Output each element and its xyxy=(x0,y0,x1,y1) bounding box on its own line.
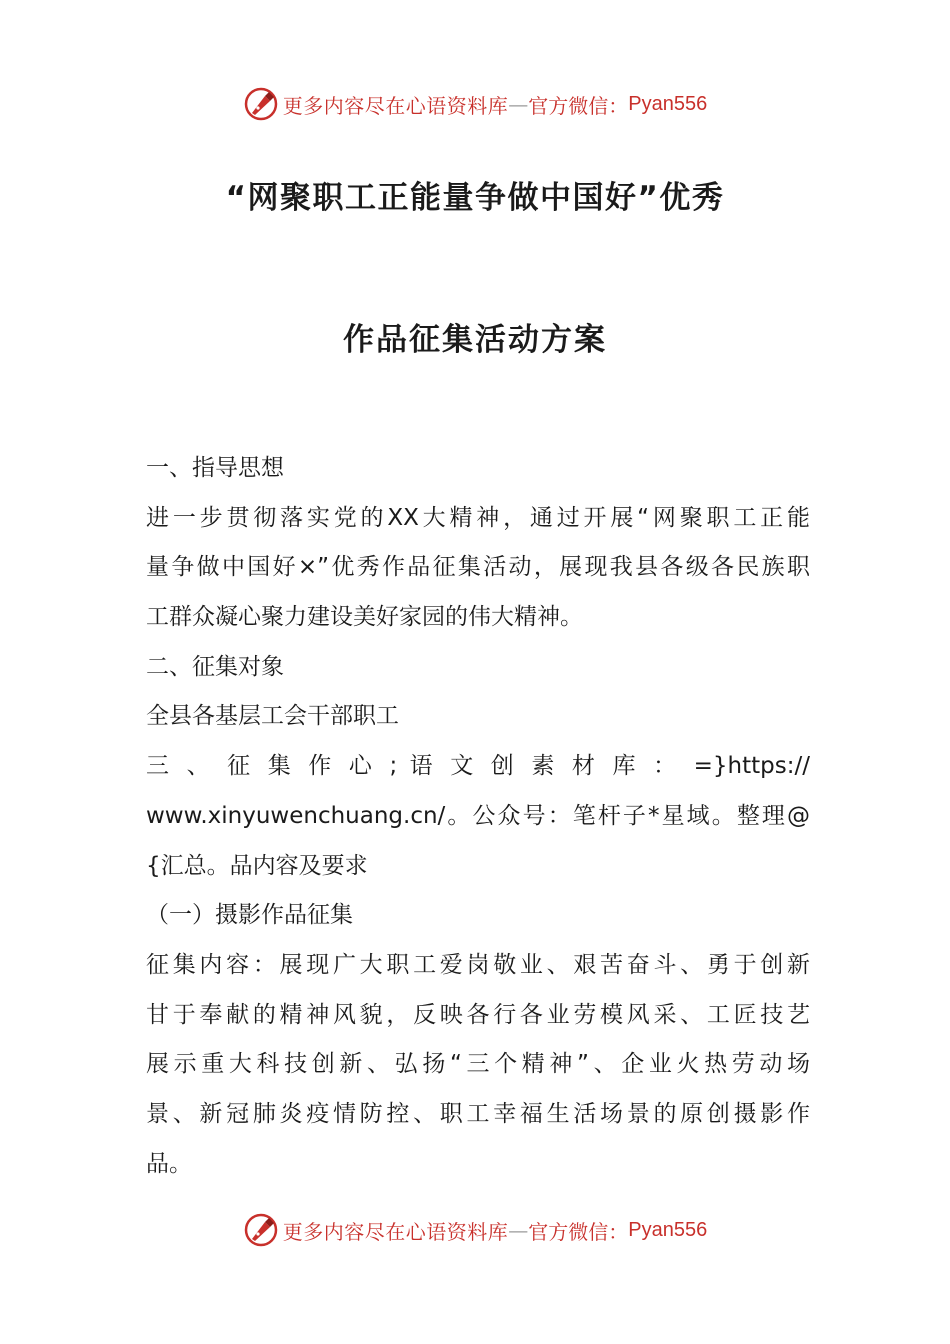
paragraph-line: 展示重大科技创新、弘扬“三个精神”、企业火热劳动场 xyxy=(146,1051,810,1078)
watermark-slogan: 更多内容尽在心语资料库 xyxy=(282,1219,509,1244)
paragraph-line: 征集内容：展现广大职工爱岗敬业、艰苦奋斗、勇于创新 xyxy=(146,951,810,978)
watermark-contact-label: 官方微信： xyxy=(528,1219,629,1244)
section-heading-requirements: 三 、 征 集 作 心 ; 语 文 创 素 材 库 ： =}https:// xyxy=(146,753,810,780)
document-title-line-1: “网聚职工正能量争做中国好”优秀 xyxy=(225,180,725,216)
paragraph-line: 甘于奉献的精神风貌，反映各行各业劳模风采、工匠技艺 xyxy=(146,1001,810,1028)
watermark-slogan: 更多内容尽在心语资料库 xyxy=(282,93,509,118)
watermark-separator: — xyxy=(508,92,529,116)
paragraph-line: www.xinyuwenchuang.cn/。公众号：笔杆子*星域。整理@ xyxy=(146,802,810,829)
watermark-contact-id: Pyan556 xyxy=(628,92,708,115)
pen-nib-logo-icon xyxy=(243,1212,279,1248)
subsection-heading-photo: （一）摄影作品征集 xyxy=(146,902,353,929)
footer-watermark xyxy=(0,1210,950,1250)
document-title-line-2: 作品征集活动方案 xyxy=(343,322,607,358)
document-body xyxy=(146,444,810,1189)
paragraph-line: 进一步贯彻落实党的XX大精神，通过开展“网聚职工正能 xyxy=(146,504,810,531)
watermark-contact-label: 官方微信： xyxy=(528,93,629,118)
section-heading-target: 二、征集对象 xyxy=(146,653,284,680)
paragraph-line: 工群众凝心聚力建设美好家园的伟大精神。 xyxy=(146,604,583,631)
paragraph-line: 量争做中国好×”优秀作品征集活动，展现我县各级各民族职 xyxy=(146,554,810,581)
pen-nib-logo-icon xyxy=(243,86,279,122)
paragraph-line: {汇总。品内容及要求 xyxy=(146,852,368,879)
watermark-separator: — xyxy=(508,1218,529,1242)
paragraph-line: 景、新冠肺炎疫情防控、职工幸福生活场景的原创摄影作 xyxy=(146,1100,810,1127)
watermark-contact-id: Pyan556 xyxy=(628,1218,708,1241)
section-heading-guiding-thought: 一、指导思想 xyxy=(146,455,284,481)
paragraph-line: 全县各基层工会干部职工 xyxy=(146,703,399,730)
header-watermark xyxy=(0,84,950,124)
paragraph-line: 品。 xyxy=(146,1150,192,1177)
